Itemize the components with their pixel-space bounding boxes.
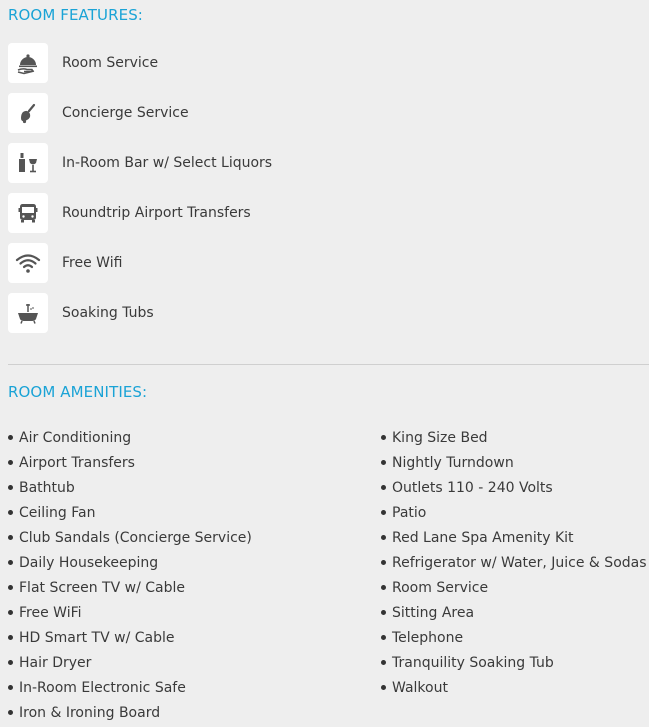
amenity-item: Walkout xyxy=(381,675,647,700)
amenity-item: Free WiFi xyxy=(8,600,252,625)
bullet-icon xyxy=(8,535,13,540)
feature-label: Room Service xyxy=(62,55,159,71)
bullet-icon xyxy=(381,585,386,590)
room-features-title: ROOM FEATURES: xyxy=(8,6,143,24)
feature-label: In-Room Bar w/ Select Liquors xyxy=(62,155,273,171)
room-amenities-title: ROOM AMENITIES: xyxy=(8,383,148,401)
bullet-icon xyxy=(8,460,13,465)
amenity-item: Daily Housekeeping xyxy=(8,550,252,575)
bullet-icon xyxy=(381,435,386,440)
room-service-cloche-icon xyxy=(8,43,48,83)
bullet-icon xyxy=(381,510,386,515)
amenity-item: Air Conditioning xyxy=(8,425,252,450)
feature-in-room-bar xyxy=(8,143,608,183)
amenity-item: King Size Bed xyxy=(381,425,647,450)
amenity-item: Bathtub xyxy=(8,475,252,500)
amenity-item: Patio xyxy=(381,500,647,525)
feature-airport-transfers xyxy=(8,193,608,233)
amenities-right-column xyxy=(381,425,647,700)
feature-concierge-service xyxy=(8,93,608,133)
amenity-item: Refrigerator w/ Water, Juice & Sodas xyxy=(381,550,647,575)
bar-bottle-glass-icon xyxy=(8,143,48,183)
feature-label: Soaking Tubs xyxy=(62,305,154,321)
wifi-icon xyxy=(8,243,48,283)
amenity-item: Flat Screen TV w/ Cable xyxy=(8,575,252,600)
bullet-icon xyxy=(381,485,386,490)
feature-label: Roundtrip Airport Transfers xyxy=(62,205,251,221)
bullet-icon xyxy=(381,560,386,565)
amenity-item: Outlets 110 - 240 Volts xyxy=(381,475,647,500)
bullet-icon xyxy=(381,460,386,465)
amenity-item: Red Lane Spa Amenity Kit xyxy=(381,525,647,550)
bullet-icon xyxy=(8,560,13,565)
bullet-icon xyxy=(8,485,13,490)
feature-room-service xyxy=(8,43,608,83)
bullet-icon xyxy=(8,635,13,640)
amenity-item: Tranquility Soaking Tub xyxy=(381,650,647,675)
bullet-icon xyxy=(8,435,13,440)
bullet-icon xyxy=(381,660,386,665)
bullet-icon xyxy=(8,685,13,690)
bus-icon xyxy=(8,193,48,233)
feature-soaking-tubs xyxy=(8,293,608,333)
bullet-icon xyxy=(8,710,13,715)
bullet-icon xyxy=(381,535,386,540)
bullet-icon xyxy=(8,510,13,515)
feature-label: Free Wifi xyxy=(62,255,123,271)
concierge-bell-icon xyxy=(8,93,48,133)
bullet-icon xyxy=(381,685,386,690)
amenity-item: Room Service xyxy=(381,575,647,600)
amenity-item: Iron & Ironing Board xyxy=(8,700,252,725)
bullet-icon xyxy=(381,635,386,640)
amenities-left-column xyxy=(8,425,252,725)
feature-label: Concierge Service xyxy=(62,105,189,121)
amenity-item: Club Sandals (Concierge Service) xyxy=(8,525,252,550)
amenity-item: Hair Dryer xyxy=(8,650,252,675)
bullet-icon xyxy=(381,610,386,615)
amenity-item: Sitting Area xyxy=(381,600,647,625)
bullet-icon xyxy=(8,660,13,665)
amenity-item: In-Room Electronic Safe xyxy=(8,675,252,700)
section-divider xyxy=(8,364,649,365)
amenity-item: HD Smart TV w/ Cable xyxy=(8,625,252,650)
amenity-item: Ceiling Fan xyxy=(8,500,252,525)
amenity-item: Airport Transfers xyxy=(8,450,252,475)
amenity-item: Nightly Turndown xyxy=(381,450,647,475)
amenity-item: Telephone xyxy=(381,625,647,650)
bullet-icon xyxy=(8,585,13,590)
feature-free-wifi xyxy=(8,243,608,283)
bullet-icon xyxy=(8,610,13,615)
bathtub-icon xyxy=(8,293,48,333)
